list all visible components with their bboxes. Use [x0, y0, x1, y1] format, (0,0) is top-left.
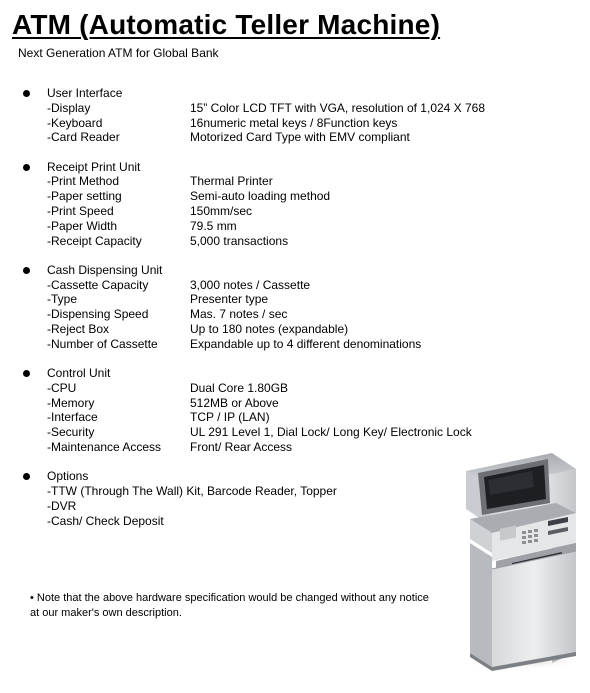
spec-label: -Reject Box — [47, 322, 110, 336]
spec-value: Motorized Card Type with EMV compliant — [190, 130, 410, 144]
spec-value: Semi-auto loading method — [190, 189, 331, 203]
spec-value: Up to 180 notes (expandable) — [190, 322, 349, 336]
spec-label: -Type — [47, 292, 78, 306]
page-subtitle: Next Generation ATM for Global Bank — [18, 46, 219, 60]
spec-label: -Print Method — [47, 174, 120, 188]
spec-label: -Maintenance Access — [47, 440, 162, 454]
spec-label: -Print Speed — [47, 204, 114, 218]
spec-value: 79.5 mm — [190, 219, 237, 233]
option-label: -DVR — [47, 499, 77, 513]
spec-label: -Card Reader — [47, 130, 120, 144]
spec-value: Thermal Printer — [190, 174, 273, 188]
spec-label: -Memory — [47, 396, 95, 410]
section-title: User Interface — [47, 86, 123, 100]
spec-value: 512MB or Above — [190, 396, 279, 410]
spec-label: -Number of Cassette — [47, 337, 158, 351]
spec-label: -Paper setting — [47, 189, 122, 203]
spec-label: -Security — [47, 425, 95, 439]
spec-value: 15” Color LCD TFT with VGA, resolution of 1,024 X 768 — [190, 101, 486, 115]
spec-label: -Display — [47, 101, 91, 115]
spec-value: 150mm/sec — [190, 204, 253, 218]
spec-label: -Dispensing Speed — [47, 307, 149, 321]
spec-label: -Cassette Capacity — [47, 278, 149, 292]
atm-machine-image — [452, 447, 582, 672]
spec-label: -Keyboard — [47, 116, 103, 130]
spec-value: Presenter type — [190, 292, 269, 306]
bullet-icon — [23, 90, 30, 97]
note-line: at our maker's own description. — [30, 607, 182, 619]
spec-label: -CPU — [47, 381, 77, 395]
spec-value: Mas. 7 notes / sec — [190, 307, 288, 321]
section-title: Options — [47, 469, 89, 483]
option-label: -Cash/ Check Deposit — [47, 514, 164, 528]
section-title: Control Unit — [47, 366, 111, 380]
page-title: ATM (Automatic Teller Machine) — [12, 9, 441, 40]
spec-value: UL 291 Level 1, Dial Lock/ Long Key/ Electronic Lock — [190, 425, 472, 439]
spec-value: 5,000 transactions — [190, 234, 289, 248]
spec-value: 16numeric metal keys / 8Function keys — [190, 116, 398, 130]
bullet-icon — [23, 164, 30, 171]
spec-label: -Paper Width — [47, 219, 118, 233]
spec-value: TCP / IP (LAN) — [190, 410, 270, 424]
spec-value: Dual Core 1.80GB — [190, 381, 289, 395]
bullet-icon — [23, 267, 30, 274]
spec-label: -Interface — [47, 410, 98, 424]
note-line: • Note that the above hardware specification would be changed without any notice — [30, 592, 429, 604]
section-title: Cash Dispensing Unit — [47, 263, 163, 277]
option-label: -TTW (Through The Wall) Kit, Barcode Reader, Topper — [47, 484, 337, 498]
disclaimer-note — [30, 591, 440, 621]
spec-value: 3,000 notes / Cassette — [190, 278, 311, 292]
bullet-icon — [23, 473, 30, 480]
spec-label: -Receipt Capacity — [47, 234, 142, 248]
section-title: Receipt Print Unit — [47, 160, 141, 174]
spec-value: Front/ Rear Access — [190, 440, 293, 454]
bullet-icon — [23, 370, 30, 377]
spec-value: Expandable up to 4 different denominations — [190, 337, 422, 351]
